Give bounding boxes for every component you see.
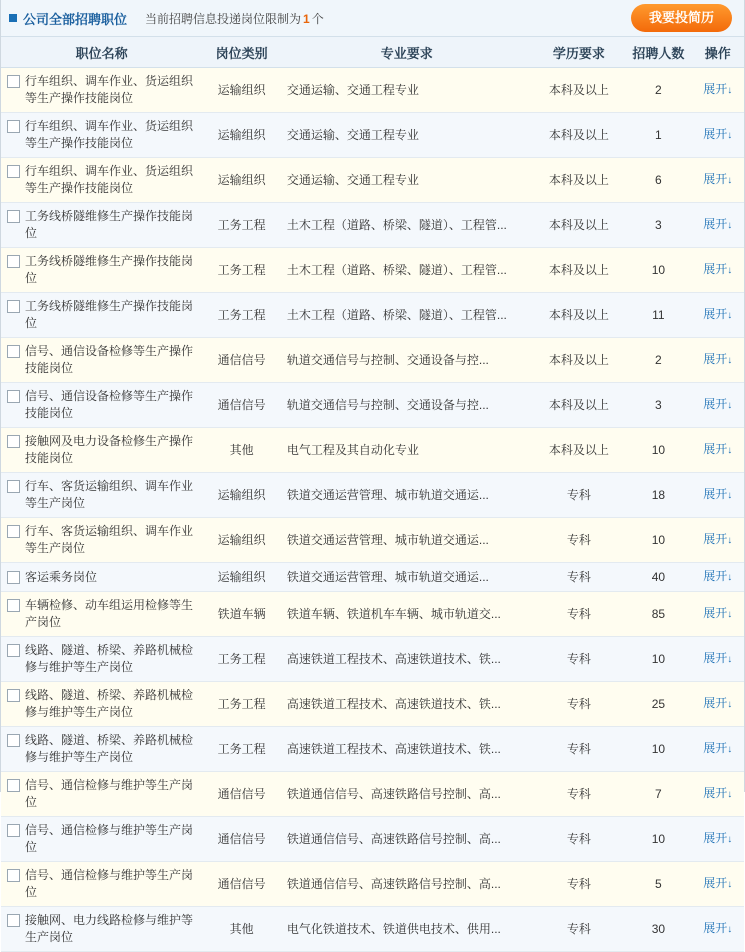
table-row[interactable] <box>1 68 744 113</box>
cell-major-requirement: 交通运输、交通工程专业 <box>281 113 533 158</box>
col-header-edu: 学历要求 <box>533 37 626 68</box>
chevron-down-icon: ↓ <box>727 744 733 755</box>
expand-button[interactable] <box>703 569 732 583</box>
cell-job-name <box>1 682 202 727</box>
apply-limit-count: 1 <box>303 11 310 26</box>
table-row[interactable] <box>1 248 744 293</box>
cell-job-name <box>1 428 202 473</box>
table-row[interactable] <box>1 338 744 383</box>
expand-button[interactable] <box>703 217 732 231</box>
expand-button[interactable] <box>703 741 732 755</box>
cell-education-requirement: 本科及以上 <box>533 293 626 338</box>
expand-button[interactable] <box>703 82 732 96</box>
cell-education-requirement: 专科 <box>533 772 626 817</box>
cell-major-requirement: 电气工程及其自动化专业 <box>281 428 533 473</box>
row-checkbox[interactable] <box>7 390 20 403</box>
cell-job-name <box>1 158 202 203</box>
expand-label: 展开 <box>703 921 728 935</box>
chevron-down-icon: ↓ <box>727 265 733 276</box>
table-row[interactable] <box>1 772 744 817</box>
cell-major-requirement: 交通运输、交通工程专业 <box>281 158 533 203</box>
cell-education-requirement: 本科及以上 <box>533 203 626 248</box>
cell-job-name <box>1 338 202 383</box>
cell-action <box>692 563 744 592</box>
job-name-text: 线路、隧道、桥梁、养路机械检修与维护等生产岗位 <box>25 688 194 719</box>
chevron-down-icon: ↓ <box>727 310 733 321</box>
chevron-down-icon: ↓ <box>727 85 733 96</box>
job-name-wrapper <box>7 118 196 152</box>
row-checkbox[interactable] <box>7 779 20 792</box>
cell-education-requirement: 本科及以上 <box>533 113 626 158</box>
cell-education-requirement: 专科 <box>533 592 626 637</box>
row-checkbox[interactable] <box>7 914 20 927</box>
col-header-cat: 岗位类别 <box>202 37 281 68</box>
row-checkbox[interactable] <box>7 689 20 702</box>
cell-headcount: 2 <box>625 68 691 113</box>
cell-job-category: 通信信号 <box>202 383 281 428</box>
chevron-down-icon: ↓ <box>727 834 733 845</box>
job-name-text: 行车组织、调车作业、货运组织等生产操作技能岗位 <box>25 119 194 150</box>
cell-major-requirement: 电气化铁道技术、铁道供电技术、供用... <box>281 907 533 952</box>
cell-education-requirement: 专科 <box>533 518 626 563</box>
expand-label: 展开 <box>703 352 728 366</box>
jobs-table <box>1 37 744 952</box>
job-name-wrapper <box>7 208 196 242</box>
cell-action <box>692 473 744 518</box>
chevron-down-icon: ↓ <box>727 400 733 411</box>
table-row[interactable] <box>1 293 744 338</box>
chevron-down-icon: ↓ <box>727 355 733 366</box>
cell-major-requirement: 铁道车辆、铁道机车车辆、城市轨道交... <box>281 592 533 637</box>
expand-button[interactable] <box>703 127 732 141</box>
cell-job-category: 通信信号 <box>202 817 281 862</box>
cell-job-name <box>1 563 202 592</box>
cell-major-requirement: 铁道通信信号、高速铁路信号控制、高... <box>281 862 533 907</box>
table-row[interactable] <box>1 473 744 518</box>
row-checkbox[interactable] <box>7 644 20 657</box>
cell-job-category: 其他 <box>202 907 281 952</box>
cell-major-requirement: 铁道交通运营管理、城市轨道交通运... <box>281 563 533 592</box>
chevron-down-icon: ↓ <box>727 879 733 890</box>
expand-label: 展开 <box>703 127 728 141</box>
expand-button[interactable] <box>703 442 732 456</box>
chevron-down-icon: ↓ <box>727 490 733 501</box>
cell-job-category: 通信信号 <box>202 862 281 907</box>
cell-headcount: 10 <box>625 727 691 772</box>
expand-label: 展开 <box>703 741 728 755</box>
cell-job-category: 通信信号 <box>202 338 281 383</box>
row-checkbox[interactable] <box>7 824 20 837</box>
job-name-wrapper <box>7 253 196 287</box>
job-name-text: 客运乘务岗位 <box>25 569 98 584</box>
table-row[interactable] <box>1 727 744 772</box>
cell-major-requirement: 轨道交通信号与控制、交通设备与控... <box>281 383 533 428</box>
table-row[interactable] <box>1 158 744 203</box>
cell-action <box>692 293 744 338</box>
job-name-text: 线路、隧道、桥梁、养路机械检修与维护等生产岗位 <box>25 643 194 674</box>
job-name-wrapper <box>7 912 196 946</box>
row-checkbox[interactable] <box>7 734 20 747</box>
cell-job-category: 其他 <box>202 428 281 473</box>
row-checkbox[interactable] <box>7 75 20 88</box>
cell-major-requirement: 交通运输、交通工程专业 <box>281 68 533 113</box>
cell-job-name <box>1 518 202 563</box>
cell-headcount: 10 <box>625 817 691 862</box>
cell-job-name <box>1 113 202 158</box>
expand-button[interactable] <box>703 172 732 186</box>
expand-button[interactable] <box>703 651 732 665</box>
job-name-wrapper <box>7 687 196 721</box>
cell-education-requirement: 本科及以上 <box>533 338 626 383</box>
cell-job-category: 工务工程 <box>202 248 281 293</box>
cell-headcount: 6 <box>625 158 691 203</box>
cell-job-category: 通信信号 <box>202 772 281 817</box>
expand-label: 展开 <box>703 442 728 456</box>
table-row[interactable] <box>1 682 744 727</box>
table-row[interactable] <box>1 907 744 952</box>
cell-job-name <box>1 293 202 338</box>
job-name-text: 信号、通信检修与维护等生产岗位 <box>25 778 194 809</box>
col-header-major: 专业要求 <box>281 37 533 68</box>
cell-major-requirement: 高速铁道工程技术、高速铁道技术、铁... <box>281 637 533 682</box>
cell-education-requirement: 专科 <box>533 862 626 907</box>
row-checkbox[interactable] <box>7 599 20 612</box>
row-checkbox[interactable] <box>7 120 20 133</box>
job-name-wrapper <box>7 822 196 856</box>
cell-major-requirement: 土木工程（道路、桥梁、隧道）、工程管... <box>281 293 533 338</box>
cell-job-name <box>1 907 202 952</box>
expand-label: 展开 <box>703 831 728 845</box>
row-checkbox[interactable] <box>7 869 20 882</box>
cell-job-category: 工务工程 <box>202 682 281 727</box>
job-name-wrapper <box>7 298 196 332</box>
cell-headcount: 3 <box>625 203 691 248</box>
expand-button[interactable] <box>703 397 732 411</box>
job-name-text: 工务线桥隧维修生产操作技能岗位 <box>25 209 194 240</box>
job-name-text: 行车组织、调车作业、货运组织等生产操作技能岗位 <box>25 164 194 195</box>
cell-job-name <box>1 637 202 682</box>
header-row <box>1 37 744 68</box>
job-name-text: 信号、通信检修与维护等生产岗位 <box>25 868 194 899</box>
expand-button[interactable] <box>703 532 732 546</box>
expand-button[interactable] <box>703 921 732 935</box>
expand-label: 展开 <box>703 696 728 710</box>
expand-label: 展开 <box>703 786 728 800</box>
expand-button[interactable] <box>703 831 732 845</box>
cell-job-name <box>1 203 202 248</box>
job-name-wrapper <box>7 777 196 811</box>
cell-headcount: 10 <box>625 428 691 473</box>
cell-education-requirement: 本科及以上 <box>533 68 626 113</box>
job-name-text: 行车组织、调车作业、货运组织等生产操作技能岗位 <box>25 74 194 105</box>
cell-major-requirement: 土木工程（道路、桥梁、隧道）、工程管... <box>281 203 533 248</box>
cell-action <box>692 113 744 158</box>
row-checkbox[interactable] <box>7 300 20 313</box>
cell-action <box>692 682 744 727</box>
apply-limit-prefix: 当前招聘信息投递岗位限制为 <box>145 11 302 26</box>
jobs-table-header <box>1 37 744 68</box>
apply-limit-note <box>145 10 324 27</box>
job-name-text: 工务线桥隧维修生产操作技能岗位 <box>25 254 194 285</box>
cell-action <box>692 907 744 952</box>
bullet-icon <box>9 14 17 22</box>
expand-label: 展开 <box>703 569 728 583</box>
expand-label: 展开 <box>703 397 728 411</box>
row-checkbox[interactable] <box>7 571 20 584</box>
cell-headcount: 25 <box>625 682 691 727</box>
cell-headcount: 5 <box>625 862 691 907</box>
chevron-down-icon: ↓ <box>727 572 733 583</box>
job-name-text: 信号、通信设备检修等生产操作技能岗位 <box>25 389 194 420</box>
cell-major-requirement: 土木工程（道路、桥梁、隧道）、工程管... <box>281 248 533 293</box>
job-name-text: 信号、通信检修与维护等生产岗位 <box>25 823 194 854</box>
cell-action <box>692 158 744 203</box>
cell-headcount: 1 <box>625 113 691 158</box>
job-name-wrapper <box>7 569 196 586</box>
job-name-text: 线路、隧道、桥梁、养路机械检修与维护等生产岗位 <box>25 733 194 764</box>
cell-job-category: 运输组织 <box>202 113 281 158</box>
jobs-table-body <box>1 68 744 952</box>
expand-button[interactable] <box>703 487 732 501</box>
cell-education-requirement: 本科及以上 <box>533 428 626 473</box>
page-title: 公司全部招聘职位 <box>23 11 128 27</box>
cell-education-requirement: 本科及以上 <box>533 158 626 203</box>
job-name-wrapper <box>7 597 196 631</box>
job-name-wrapper <box>7 388 196 422</box>
chevron-down-icon: ↓ <box>727 609 733 620</box>
col-header-name: 职位名称 <box>1 37 202 68</box>
job-name-wrapper <box>7 732 196 766</box>
job-name-text: 信号、通信设备检修等生产操作技能岗位 <box>25 344 194 375</box>
cell-education-requirement: 专科 <box>533 563 626 592</box>
expand-label: 展开 <box>703 876 728 890</box>
chevron-down-icon: ↓ <box>727 699 733 710</box>
row-checkbox[interactable] <box>7 345 20 358</box>
expand-button[interactable] <box>703 696 732 710</box>
chevron-down-icon: ↓ <box>727 220 733 231</box>
cell-action <box>692 203 744 248</box>
cell-job-name <box>1 592 202 637</box>
job-name-text: 车辆检修、动车组运用检修等生产岗位 <box>25 598 194 629</box>
cell-action <box>692 727 744 772</box>
expand-button[interactable] <box>703 352 732 366</box>
table-row[interactable] <box>1 637 744 682</box>
cell-major-requirement: 铁道交通运营管理、城市轨道交通运... <box>281 518 533 563</box>
row-checkbox[interactable] <box>7 165 20 178</box>
job-name-wrapper <box>7 163 196 197</box>
table-row[interactable] <box>1 113 744 158</box>
expand-label: 展开 <box>703 172 728 186</box>
cell-job-category: 运输组织 <box>202 473 281 518</box>
cell-headcount: 40 <box>625 563 691 592</box>
cell-education-requirement: 专科 <box>533 473 626 518</box>
chevron-down-icon: ↓ <box>727 130 733 141</box>
chevron-down-icon: ↓ <box>727 445 733 456</box>
cell-education-requirement: 本科及以上 <box>533 383 626 428</box>
expand-label: 展开 <box>703 606 728 620</box>
page-header <box>1 0 744 37</box>
row-checkbox[interactable] <box>7 435 20 448</box>
cell-headcount: 3 <box>625 383 691 428</box>
cell-major-requirement: 铁道通信信号、高速铁路信号控制、高... <box>281 772 533 817</box>
cell-education-requirement: 专科 <box>533 637 626 682</box>
expand-label: 展开 <box>703 82 728 96</box>
job-name-text: 行车、客货运输组织、调车作业等生产岗位 <box>25 524 194 555</box>
cell-action <box>692 518 744 563</box>
cell-action <box>692 592 744 637</box>
col-header-action: 操作 <box>692 37 744 68</box>
col-header-count: 招聘人数 <box>625 37 691 68</box>
cell-job-name <box>1 862 202 907</box>
job-name-text: 接触网、电力线路检修与维护等生产岗位 <box>25 913 194 944</box>
cell-job-name <box>1 772 202 817</box>
job-name-wrapper <box>7 433 196 467</box>
table-row[interactable] <box>1 592 744 637</box>
cell-job-name <box>1 727 202 772</box>
cell-headcount: 10 <box>625 518 691 563</box>
cell-major-requirement: 高速铁道工程技术、高速铁道技术、铁... <box>281 727 533 772</box>
expand-label: 展开 <box>703 532 728 546</box>
cell-education-requirement: 专科 <box>533 682 626 727</box>
cell-education-requirement: 专科 <box>533 907 626 952</box>
job-name-wrapper <box>7 73 196 107</box>
cell-job-category: 工务工程 <box>202 203 281 248</box>
cell-job-category: 铁道车辆 <box>202 592 281 637</box>
table-row[interactable] <box>1 817 744 862</box>
chevron-down-icon: ↓ <box>727 654 733 665</box>
cell-headcount: 30 <box>625 907 691 952</box>
cell-action <box>692 338 744 383</box>
expand-button[interactable] <box>703 307 732 321</box>
job-name-wrapper <box>7 867 196 901</box>
cell-headcount: 10 <box>625 248 691 293</box>
cell-job-category: 工务工程 <box>202 727 281 772</box>
expand-button[interactable] <box>703 876 732 890</box>
table-row[interactable] <box>1 862 744 907</box>
cell-job-category: 工务工程 <box>202 293 281 338</box>
cell-headcount: 7 <box>625 772 691 817</box>
expand-button[interactable] <box>703 786 732 800</box>
expand-label: 展开 <box>703 651 728 665</box>
table-row[interactable] <box>1 428 744 473</box>
cell-job-name <box>1 817 202 862</box>
cell-job-name <box>1 68 202 113</box>
submit-resume-button[interactable]: 我要投简历 <box>631 4 732 32</box>
cell-action <box>692 383 744 428</box>
table-row[interactable] <box>1 383 744 428</box>
cell-headcount: 2 <box>625 338 691 383</box>
row-checkbox[interactable] <box>7 480 20 493</box>
chevron-down-icon: ↓ <box>727 175 733 186</box>
row-checkbox[interactable] <box>7 210 20 223</box>
cell-headcount: 11 <box>625 293 691 338</box>
cell-job-name <box>1 383 202 428</box>
cell-action <box>692 248 744 293</box>
cell-education-requirement: 专科 <box>533 727 626 772</box>
expand-label: 展开 <box>703 262 728 276</box>
expand-label: 展开 <box>703 307 728 321</box>
expand-label: 展开 <box>703 217 728 231</box>
cell-job-category: 运输组织 <box>202 158 281 203</box>
job-name-wrapper <box>7 523 196 557</box>
expand-button[interactable] <box>703 606 732 620</box>
cell-action <box>692 817 744 862</box>
table-row[interactable] <box>1 518 744 563</box>
cell-job-category: 运输组织 <box>202 68 281 113</box>
cell-action <box>692 772 744 817</box>
row-checkbox[interactable] <box>7 255 20 268</box>
expand-label: 展开 <box>703 487 728 501</box>
cell-action <box>692 637 744 682</box>
cell-headcount: 18 <box>625 473 691 518</box>
job-name-wrapper <box>7 343 196 377</box>
job-name-text: 接触网及电力设备检修生产操作技能岗位 <box>25 434 194 465</box>
row-checkbox[interactable] <box>7 525 20 538</box>
chevron-down-icon: ↓ <box>727 924 733 935</box>
cell-action <box>692 68 744 113</box>
cell-major-requirement: 高速铁道工程技术、高速铁道技术、铁... <box>281 682 533 727</box>
cell-job-name <box>1 473 202 518</box>
cell-job-category: 运输组织 <box>202 563 281 592</box>
table-row[interactable] <box>1 563 744 592</box>
cell-headcount: 10 <box>625 637 691 682</box>
cell-major-requirement: 铁道交通运营管理、城市轨道交通运... <box>281 473 533 518</box>
expand-button[interactable] <box>703 262 732 276</box>
chevron-down-icon: ↓ <box>727 535 733 546</box>
table-row[interactable] <box>1 203 744 248</box>
cell-job-category: 工务工程 <box>202 637 281 682</box>
cell-major-requirement: 铁道通信信号、高速铁路信号控制、高... <box>281 817 533 862</box>
job-name-wrapper <box>7 642 196 676</box>
cell-major-requirement: 轨道交通信号与控制、交通设备与控... <box>281 338 533 383</box>
cell-job-category: 运输组织 <box>202 518 281 563</box>
cell-job-name <box>1 248 202 293</box>
chevron-down-icon: ↓ <box>727 789 733 800</box>
cell-education-requirement: 本科及以上 <box>533 248 626 293</box>
job-name-wrapper <box>7 478 196 512</box>
apply-limit-suffix: 个 <box>311 11 324 26</box>
cell-action <box>692 428 744 473</box>
job-name-text: 工务线桥隧维修生产操作技能岗位 <box>25 299 194 330</box>
job-name-text: 行车、客货运输组织、调车作业等生产岗位 <box>25 479 194 510</box>
cell-education-requirement: 专科 <box>533 817 626 862</box>
cell-action <box>692 862 744 907</box>
cell-headcount: 85 <box>625 592 691 637</box>
